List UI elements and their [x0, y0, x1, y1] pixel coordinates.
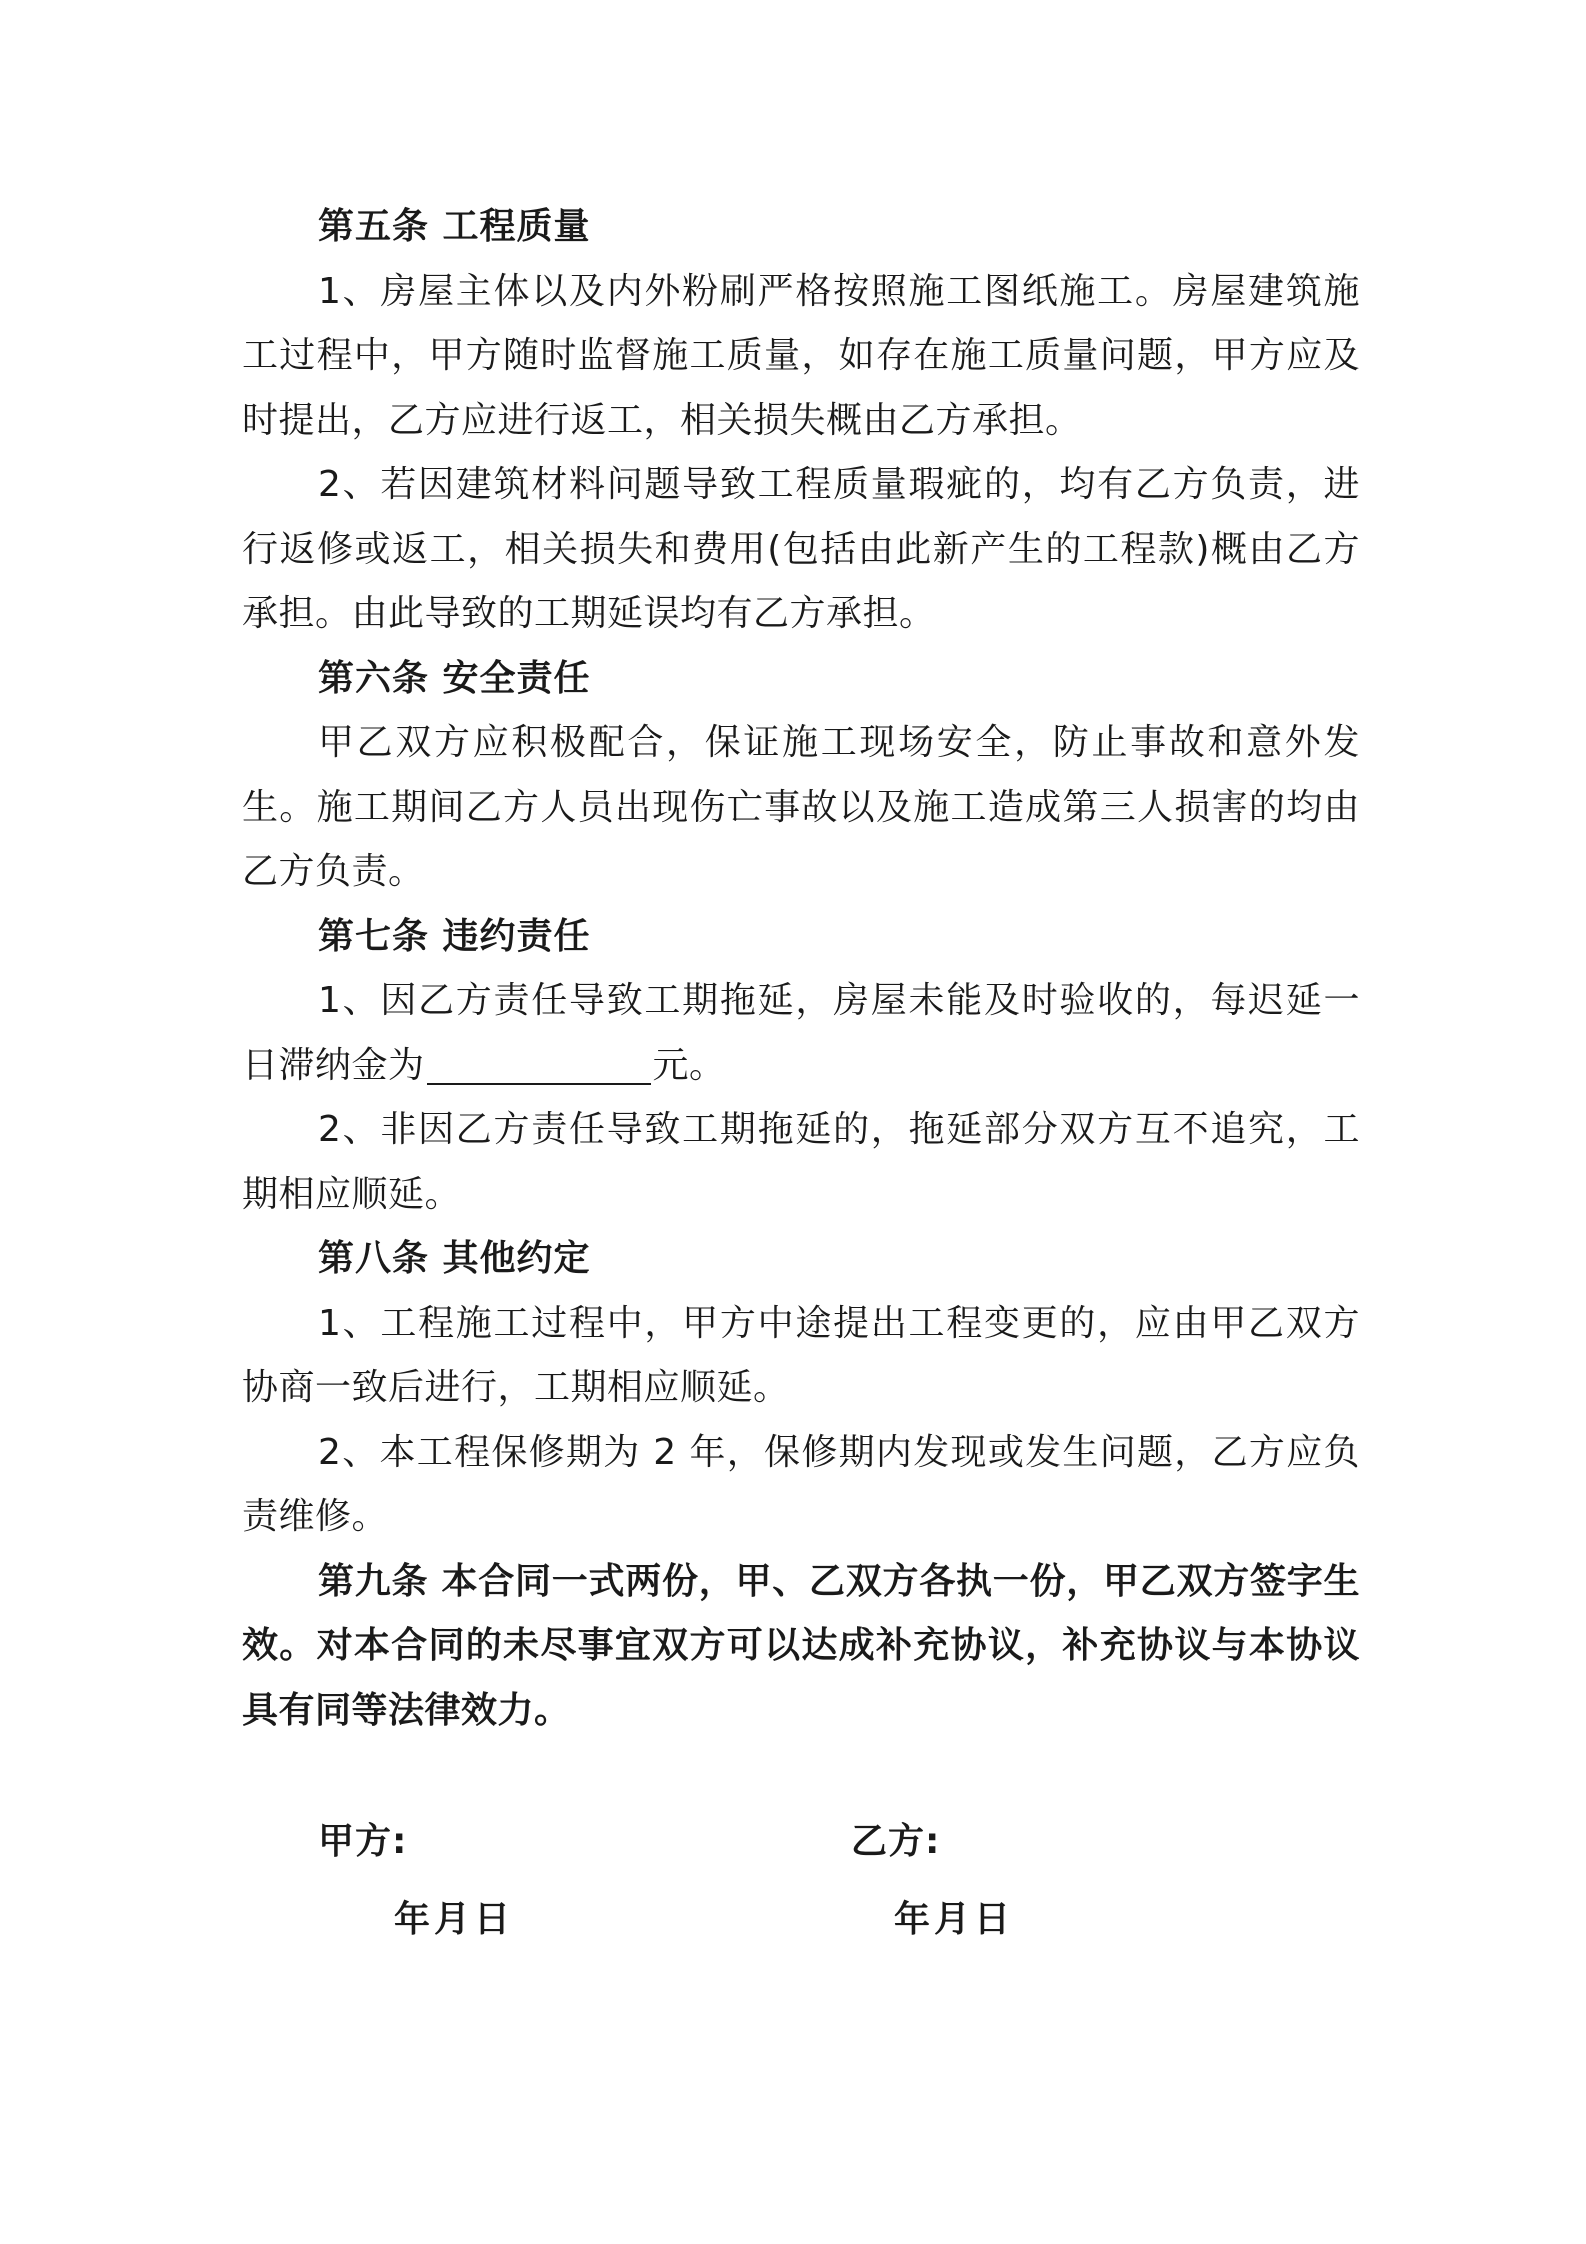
article-5-clause-1: 1、房屋主体以及内外粉刷严格按照施工图纸施工。房屋建筑施工过程中，甲方随时监督施工质量，如存在施工质量问题，甲方应及时提出，乙方应进行返工，相关损失概由乙方承担。	[242, 270, 1360, 441]
article-5-clause-2: 2、若因建筑材料问题导致工程质量瑕疵的，均有乙方负责，进行返修或返工，相关损失和费用(包括由此新产生的工程款)概由乙方承担。由此导致的工期延误均有乙方承担。	[242, 464, 1360, 634]
article-7-clause-1-text: 1、因乙方责任导致工期拖延，房屋未能及时验收的，每迟延一日滞纳金为	[242, 980, 1360, 1086]
article-6-clause: 甲乙双方应积极配合，保证施工现场安全，防止事故和意外发生。施工期间乙方人员出现伤亡事故以及施工造成第三人损害的均由乙方负责。	[242, 722, 1360, 892]
article-7-clause-1	[242, 969, 1360, 1098]
article-5-title: 第五条 工程质量	[318, 206, 591, 247]
article-8-title: 第八条 其他约定	[318, 1238, 591, 1279]
article-6-title: 第六条 安全责任	[318, 657, 591, 699]
article-7-clause-1-unit: 元。	[652, 1044, 726, 1086]
contract-body	[242, 195, 1360, 1743]
party-a-date: 年月日	[394, 1899, 515, 1940]
article-7-title: 第七条 违约责任	[318, 915, 591, 957]
article-8-clause-1: 1、工程施工过程中，甲方中途提出工程变更的，应由甲乙双方协商一致后进行，工期相应顺延。	[242, 1302, 1360, 1408]
late-fee-blank-line	[427, 1043, 651, 1085]
article-7-clause-2: 2、非因乙方责任导致工期拖延的，拖延部分双方互不追究，工期相应顺延。	[242, 1109, 1360, 1215]
party-a-label: 甲方:	[318, 1821, 408, 1862]
article-8-clause-2: 2、本工程保修期为 2 年，保修期内发现或发生问题，乙方应负责维修。	[242, 1431, 1360, 1537]
article-9-text: 第九条 本合同一式两份，甲、乙双方各执一份，甲乙双方签字生效。对本合同的未尽事宜双方可以达成补充协议，补充协议与本协议具有同等法律效力。	[242, 1560, 1360, 1731]
party-b-label: 乙方:	[851, 1821, 941, 1862]
party-b-date: 年月日	[894, 1899, 1015, 1940]
